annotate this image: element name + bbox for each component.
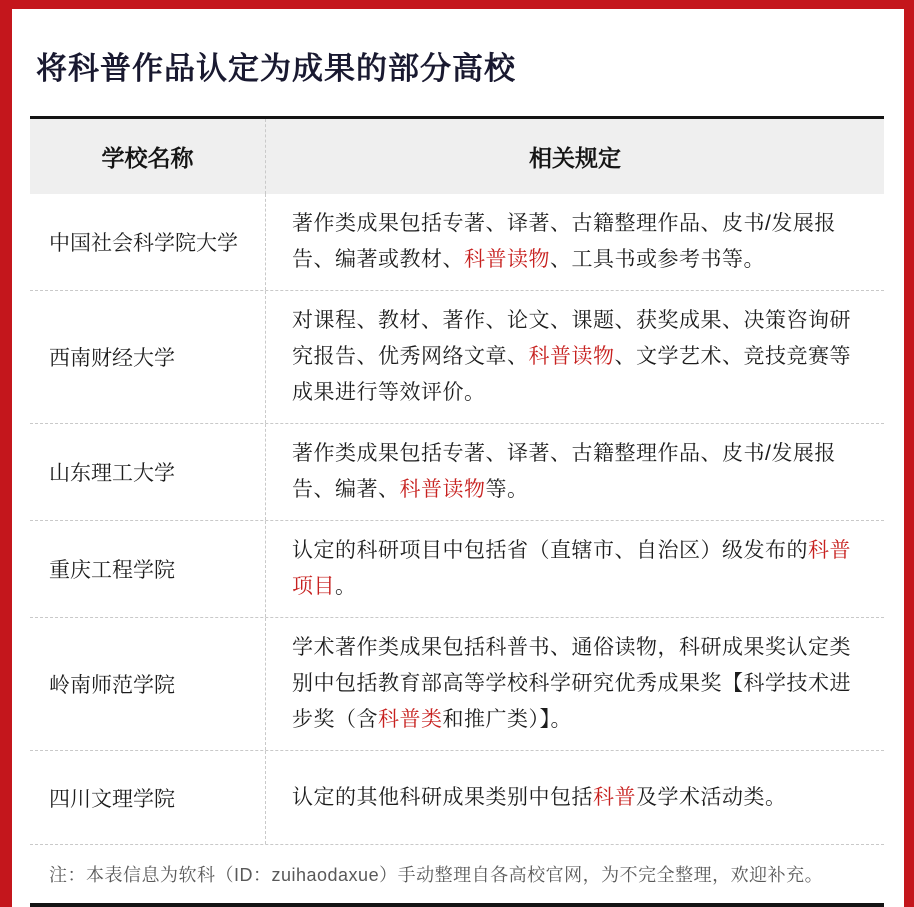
table-row [30,520,884,617]
regulation-text [292,206,858,278]
regulation-segment: 、工具书或参考书等。 [550,248,765,271]
school-name-cell [30,194,266,290]
regulation-cell [266,521,884,617]
regulation-segment: 对课程、教材、著作、论文、课题、获奖成果、决策咨询研究报告、优秀网络文章、 [292,309,851,368]
school-name-cell [30,751,266,844]
header-school-name: 学校名称 [30,119,266,194]
table-row [30,617,884,750]
regulation-segment: 著作类成果包括专著、译著、古籍整理作品、皮书/发展报告、编著、 [292,442,836,501]
regulation-cell [266,751,884,844]
highlight-term: 科普项目 [292,539,851,598]
footer-note: 注：本表信息为软科（ID：zuihaodaxue）手动整理自各高校官网，为不完全整理，欢迎补充。 [30,844,884,907]
regulation-cell [266,618,884,750]
table-body [30,194,884,844]
regulation-segment: 认定的其他科研成果类别中包括 [292,785,593,809]
table-row [30,290,884,423]
regulation-segment: 等。 [485,478,529,501]
regulation-segment: 认定的科研项目中包括省（直辖市、自治区）级发布的 [292,539,808,562]
highlight-term: 科普读物 [528,345,615,368]
school-name: 四川文理学院 [49,787,175,811]
regulation-text [292,780,787,816]
header-regulations: 相关规定 [529,145,621,171]
page-title: 将科普作品认定为成果的部分高校 [36,51,516,86]
regulation-segment: 及学术活动类。 [636,785,787,809]
school-name-cell [30,521,266,617]
school-name: 岭南师范学院 [49,674,175,697]
table-header-row [30,119,884,194]
highlight-term: 科普类 [378,708,443,731]
school-name-cell [30,291,266,423]
regulation-cell [266,424,884,520]
table-row [30,423,884,520]
regulation-segment: 。 [335,575,357,598]
regulation-text [292,436,858,508]
highlight-term: 科普 [593,785,636,809]
regulation-cell [266,194,884,290]
regulation-cell [266,291,884,423]
regulation-text [292,533,858,605]
school-name: 西南财经大学 [49,347,175,370]
highlight-term: 科普读物 [464,248,550,271]
table-row [30,750,884,844]
regulation-segment: 、文学艺术、竞技竞赛等成果进行等效评价。 [292,345,851,404]
table-row [30,194,884,290]
school-name-cell [30,424,266,520]
school-name: 重庆工程学院 [49,559,175,582]
regulation-segment: 著作类成果包括专著、译著、古籍整理作品、皮书/发展报告、编著或教材、 [292,212,836,271]
school-name-cell [30,618,266,750]
regulation-segment: 和推广类）】。 [442,708,572,731]
universities-table [30,116,884,907]
regulation-segment: 学术著作类成果包括科普书、通俗读物，科研成果奖认定类别中包括教育部高等学校科学研究优秀成果奖【科学技术进步奖（含 [292,636,851,731]
highlight-term: 科普读物 [399,478,486,501]
regulation-text [292,303,858,411]
regulation-text [292,630,858,738]
school-name: 山东理工大学 [49,462,175,485]
school-name: 中国社会科学院大学 [49,232,238,255]
